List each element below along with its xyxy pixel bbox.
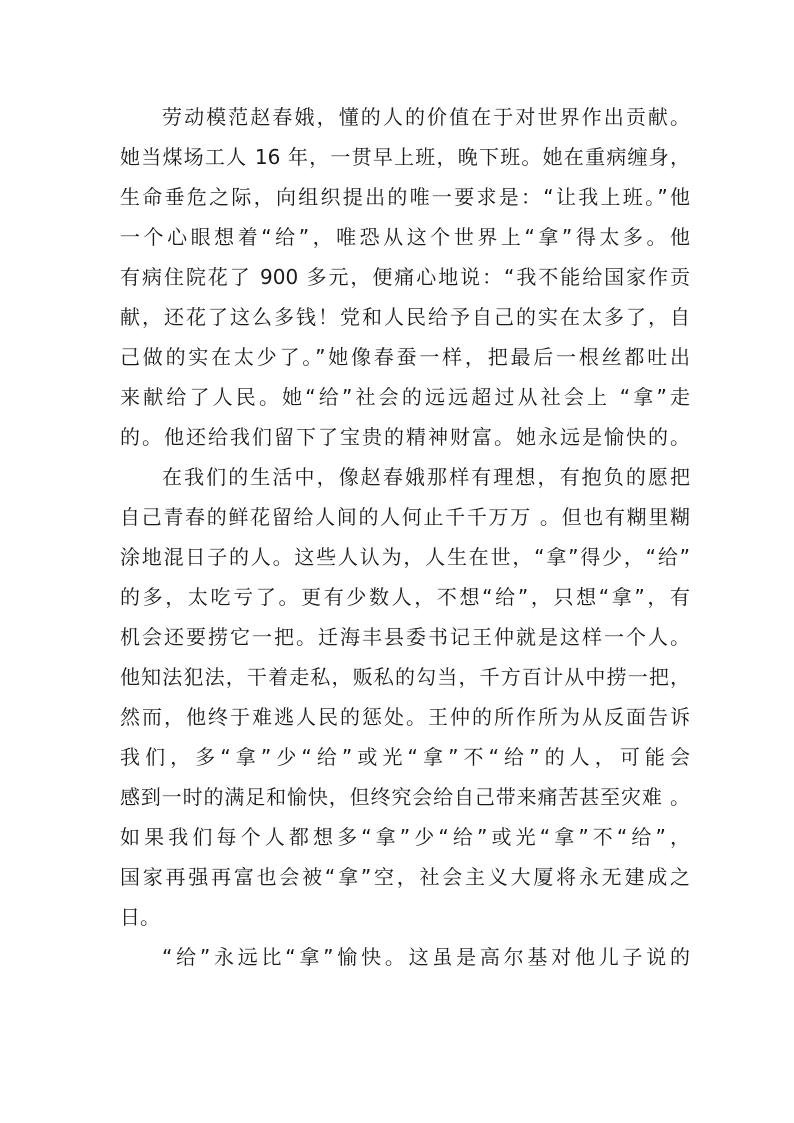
- paragraph-2-line-11: 国家再强再富也会被“拿”空，社会主义大厦将永无建成之: [120, 865, 690, 889]
- paragraph-2-line-4: 的多，太吃亏了。更有少数人，不想“给”，只想“拿”，有: [120, 585, 690, 609]
- paragraph-1-line-7: 己做的实在太少了。”她像春蚕一样，把最后一根丝都吐出: [120, 345, 690, 369]
- paragraph-3-line-1: “给”永远比“拿”愉快。这虽是高尔基对他儿子说的: [162, 945, 690, 969]
- paragraph-2-line-2: 自己青春的鲜花留给人间的人何止千千万万 。但也有糊里糊: [120, 505, 690, 529]
- paragraph-1-line-9: 的。他还给我们留下了宝贵的精神财富。她永远是愉快的。: [120, 425, 690, 449]
- paragraph-1-line-3: 生命垂危之际，向组织提出的唯一要求是：“让我上班。”他: [120, 185, 690, 209]
- paragraph-2-line-5: 机会还要捞它一把。迁海丰县委书记王仲就是这样一个人。: [120, 625, 690, 649]
- paragraph-2-line-7: 然而，他终于难逃人民的惩处。王仲的所作所为从反面告诉: [120, 705, 690, 729]
- paragraph-2-line-10: 如果我们每个人都想多“拿”少“给”或光“拿”不“给”，: [120, 825, 690, 849]
- body-text: [120, 97, 690, 977]
- paragraph-2-line-12: 日。: [120, 905, 160, 929]
- paragraph-2-line-3: 涂地混日子的人。这些人认为，人生在世，“拿”得少，“给”: [120, 545, 690, 569]
- paragraph-2-line-1: 在我们的生活中，像赵春娥那样有理想，有抱负的愿把: [162, 465, 690, 489]
- paragraph-2-line-9: 感到一时的满足和愉快，但终究会给自己带来痛苦甚至灾难 。: [120, 785, 690, 809]
- paragraph-2-line-6: 他知法犯法，干着走私，贩私的勾当，千方百计从中捞一把，: [120, 665, 690, 689]
- paragraph-1-line-1: 劳动模范赵春娥，懂的人的价值在于对世界作出贡献。: [162, 105, 690, 129]
- paragraph-2-line-8: 我们，多“拿”少“给”或光“拿”不“给”的人，可能会: [120, 745, 690, 769]
- paragraph-1-line-8: 来献给了人民。她“给”社会的远远超过从社会上 “拿”走: [120, 385, 690, 409]
- paragraph-1-line-2: 她当煤场工人 16 年，一贯早上班，晚下班。她在重病缠身，: [120, 145, 690, 169]
- paragraph-1-line-6: 献，还花了这么多钱！党和人民给予自己的实在太多了，自: [120, 305, 690, 329]
- paragraph-1-line-5: 有病住院花了 900 多元，便痛心地说：“我不能给国家作贡: [120, 265, 690, 289]
- paragraph-1-line-4: 一个心眼想着“给”，唯恐从这个世界上“拿”得太多。他: [120, 225, 690, 249]
